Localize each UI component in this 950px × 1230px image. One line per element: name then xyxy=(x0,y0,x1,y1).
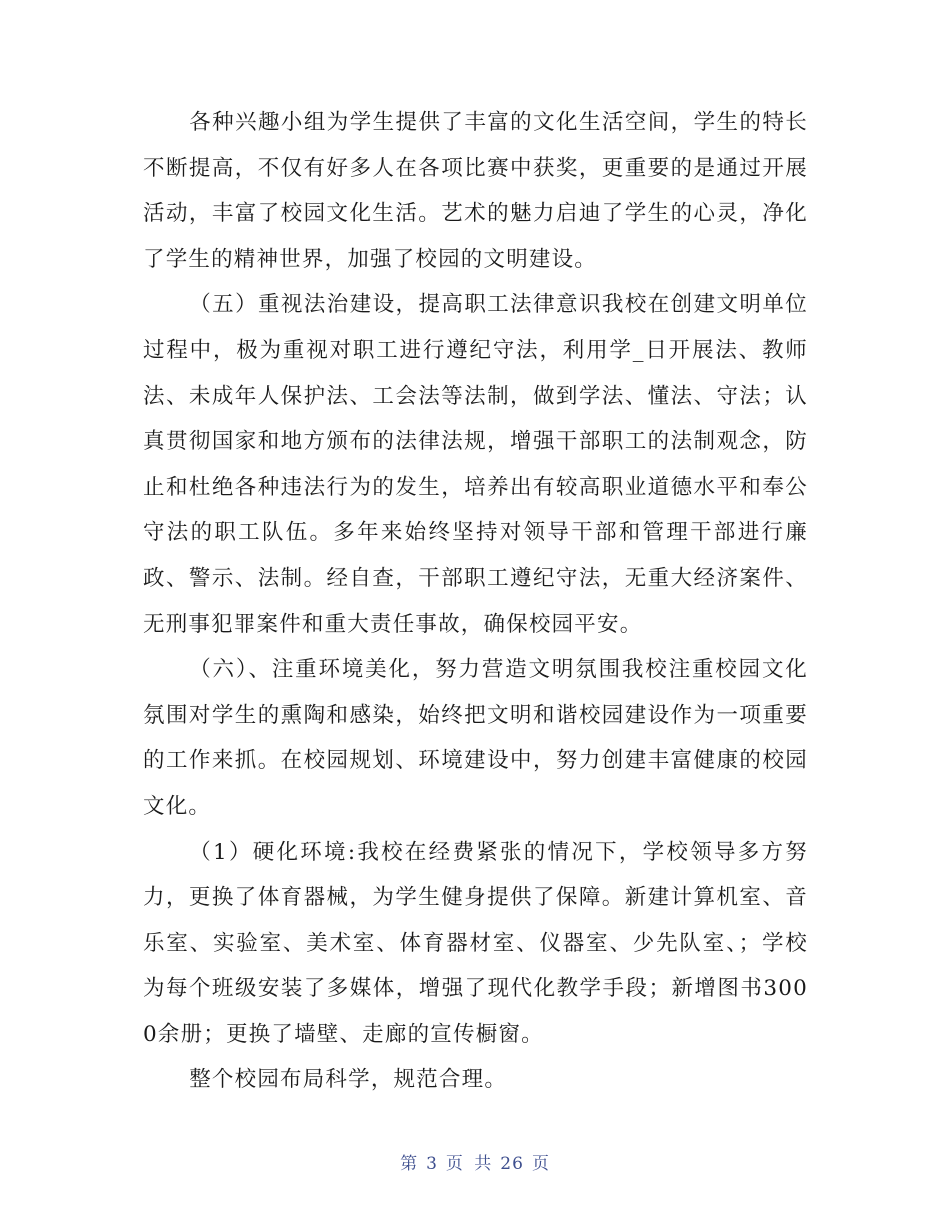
paragraph-5: 整个校园布局科学，规范合理。 xyxy=(189,1067,508,1093)
paragraph-1: 各种兴趣小组为学生提供了丰富的文化生活空间，学生的特长不断提高，不仅有好多人在各项比赛中获奖，更重要的是通过开展活动，丰富了校园文化生活。艺术的魅力启迪了学生的心灵，净化了学生的精神世界，加强了校园的文明建设。 xyxy=(143,110,808,272)
footer-page-word: 页 xyxy=(445,1154,464,1174)
paragraph-2: （五）重视法治建设，提高职工法律意识我校在创建文明单位过程中，极为重视对职工进行遵纪守法，利用学_日开展法、教师法、未成年人保护法、工会法等法制，做到学法、懂法、守法；认真贯彻国家和地方颁布的法律法规，增强干部职工的法制观念，防止和杜绝各种违法行为的发生，培养出有较高职业道德水平和奉公守法的职工队伍。多年来始终坚持对领导干部和管理干部进行廉政、警示、法制。经自查，干部职工遵纪守法，无重大经济案件、无刑事犯罪案件和重大责任事故，确保校园平安。 xyxy=(143,292,808,637)
page-footer xyxy=(0,1149,950,1174)
paragraph-3: （六）、注重环境美化，努力营造文明氛围我校注重校园文化氛围对学生的熏陶和感染，始终把文明和谐校园建设作为一项重要的工作来抓。在校园规划、环境建设中，努力创建丰富健康的校园文化。 xyxy=(143,657,808,819)
footer-suffix: 页 xyxy=(531,1154,550,1174)
footer-prefix: 第 xyxy=(400,1154,419,1174)
paragraph-4: （1）硬化环境:我校在经费紧张的情况下，学校领导多方努力，更换了体育器械，为学生健身提供了保障。新建计算机室、音乐室、实验室、美术室、体育器材室、仪器室、少先队室、；学校为每个班级安装了多媒体，增强了现代化教学手段；新增图书3000余册；更换了墙壁、走廊的宣传橱窗。 xyxy=(143,839,808,1047)
footer-total-word: 共 xyxy=(474,1154,493,1174)
total-page-count: 26 xyxy=(500,1154,524,1174)
document-body xyxy=(143,100,808,1103)
current-page-number: 3 xyxy=(426,1154,438,1174)
